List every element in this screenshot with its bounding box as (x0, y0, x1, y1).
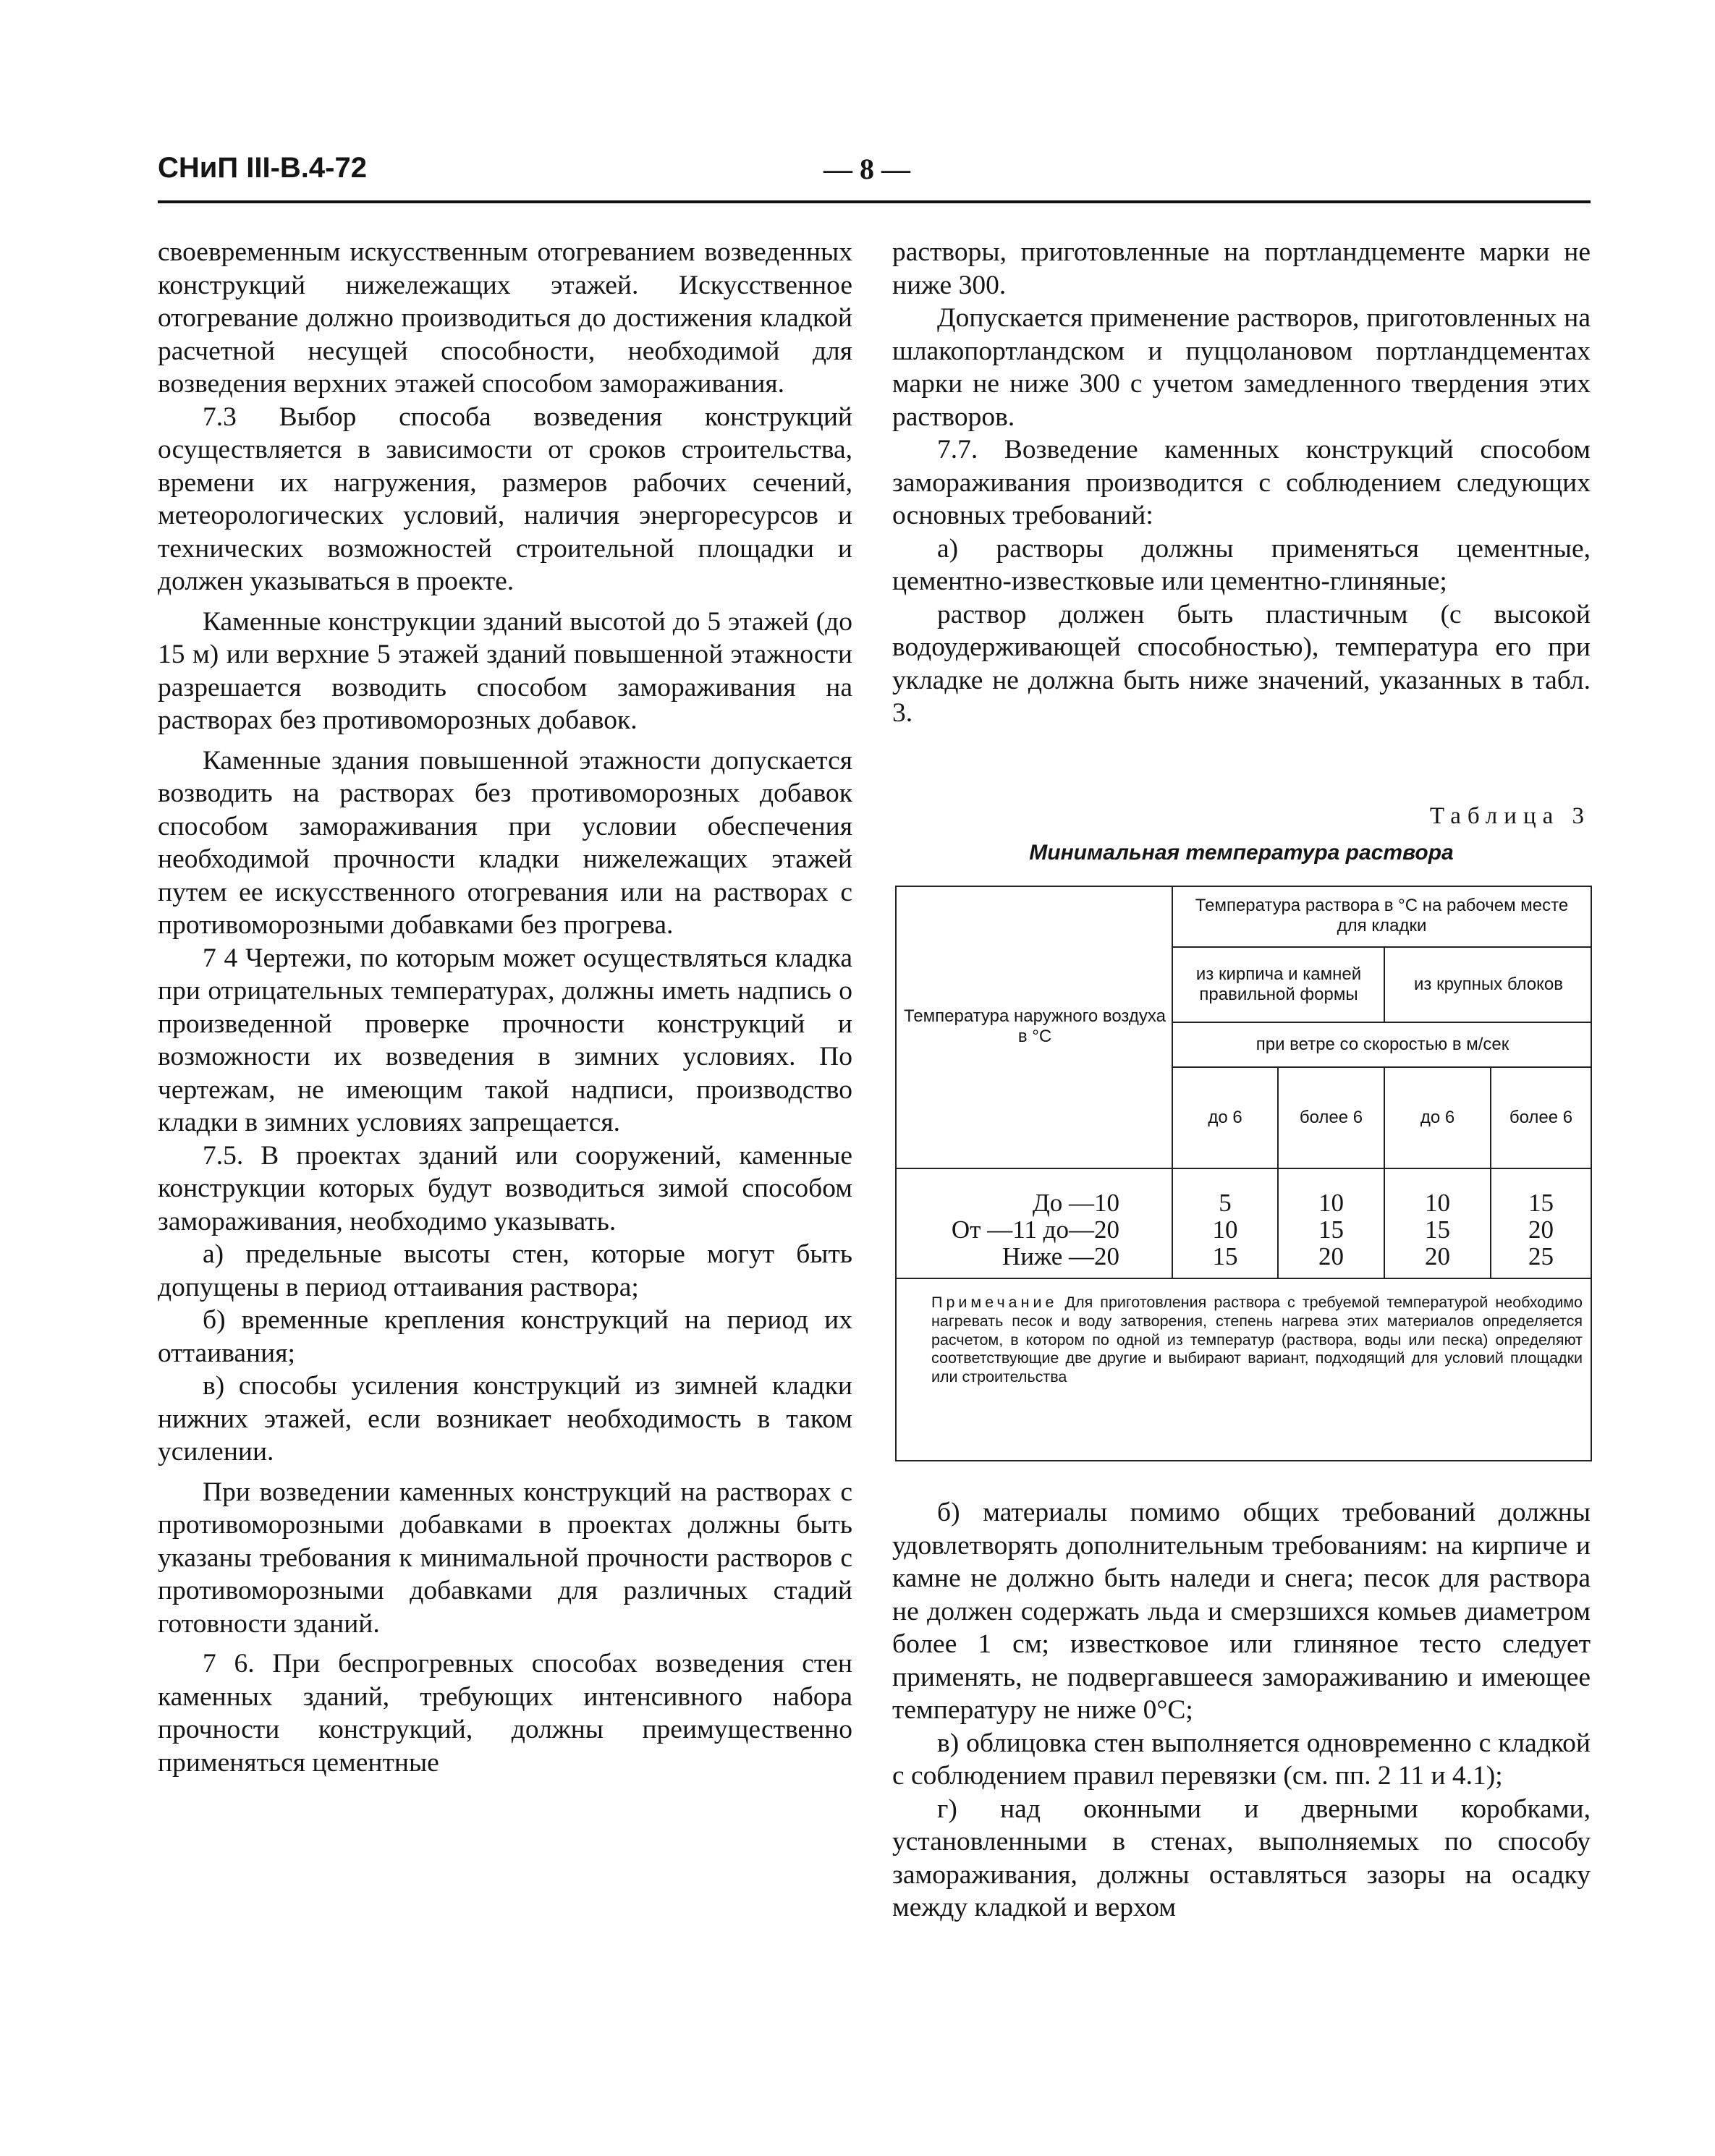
table-rule (895, 1168, 1592, 1169)
table-rule (895, 1278, 1592, 1279)
table-cell: 15 (1425, 1215, 1450, 1244)
document-code: СНиП III-В.4-72 (158, 152, 367, 184)
paragraph-7-4: 7 4 Чертежи, по которым может осуществляться кладка при отрицательных температурах, должны иметь надпись о произведенной проверке прочности конструкций и возможности их возведения в зимних условиях. По чертежам, не имеющим такой надписи, производство кладки в зимних условиях запрещается. (158, 943, 852, 1137)
paragraph: Каменные здания повышенной этажности допускается возводить на растворах без противоморозных добавок способом замораживания при условии обеспечения необходимой прочности кладки нижележащих этажей путем ее искусственного отогревания или на растворах с противоморозными добавками без прогрева. (158, 745, 852, 940)
table-cell: 10 (1318, 1189, 1344, 1217)
right-column-top (892, 236, 1591, 730)
list-item-v: в) облицовка стен выполняется одновременно с кладкой с соблюдением правил перевязки (см. пп. 2 11 и 4.1); (892, 1728, 1591, 1791)
temperature-table (895, 886, 1592, 1461)
table-cell: 5 (1219, 1189, 1232, 1217)
row-label: Ниже —20 (1002, 1242, 1119, 1270)
header-rule (158, 200, 1591, 203)
list-item-b: б) временные крепления конструкций на период их оттаивания; (158, 1305, 852, 1368)
table-rule (1384, 948, 1385, 1022)
table-cell: 20 (1528, 1215, 1554, 1244)
paragraph-7-3: 7.3 Выбор способа возведения конструкций осуществляется в зависимости от сроков строительства, времени их нагружения, размеров рабочих сечений, метеорологических условий, наличия энергоресурсов и технических возможностей строительной площадки и должен указываться в проекте. (158, 402, 852, 596)
table-label: Таблица 3 (1429, 803, 1591, 829)
header-wind-col: более 6 (1509, 1108, 1573, 1127)
table-cell: 15 (1528, 1189, 1554, 1217)
note-title: Примечание (931, 1294, 1058, 1311)
paragraph-7-6: 7 6. При беспрогревных способах возведения стен каменных зданий, требующих интенсивного набора прочности конструкций, должны преимущественно применяться цементные (158, 1649, 852, 1778)
table-cell: 25 (1528, 1242, 1554, 1270)
paragraph-7-5: 7.5. В проектах зданий или сооружений, каменные конструкции которых будут возводиться зимой способом замораживания, необходимо указывать. (158, 1140, 852, 1236)
header-block-group: из крупных блоков (1414, 975, 1563, 994)
paragraph: При возведении каменных конструкций на растворах с противоморозными добавками в проектах должны быть указаны требования к минимальной прочности растворов с противоморозными добавками для различных стадий готовности зданий. (158, 1477, 852, 1639)
page-number: — 8 — (823, 153, 910, 185)
list-item-a: а) предельные высоты стен, которые могут быть допущены в период оттаивания раствора; (158, 1239, 852, 1302)
paragraph: раствор должен быть пластичным (с высокой водоудерживающей способностью), температура его при укладке не должна быть ниже значений, указанных в табл. 3. (892, 599, 1591, 728)
table-border (1591, 886, 1592, 1461)
paragraph: Допускается применение растворов, приготовленных на шлакопортландском и пуццолановом портландцементах марки не ниже 300 с учетом замедленного твердения этих растворов. (892, 303, 1591, 432)
list-item-v: в) способы усиления конструкций из зимней кладки нижних этажей, если возникает необходимость в таком усилении. (158, 1371, 852, 1467)
table-cell: 20 (1318, 1242, 1344, 1270)
table-border (895, 1460, 1592, 1461)
paragraph: растворы, приготовленные на портландцементе марки не ниже 300. (892, 237, 1591, 300)
table-cell: 20 (1425, 1242, 1450, 1270)
paragraph-7-7: 7.7. Возведение каменных конструкций способом замораживания производится с соблюдением следующих основных требований: (892, 435, 1591, 530)
table-cell: 15 (1318, 1215, 1344, 1244)
header-outer-temperature: Температура наружного воздуха в °С (904, 1006, 1166, 1046)
table-note (931, 1294, 1583, 1387)
header-wind-col: до 6 (1420, 1108, 1455, 1127)
header-wind-col: до 6 (1208, 1108, 1242, 1127)
table-cell: 15 (1212, 1242, 1238, 1270)
row-label: До —10 (1032, 1189, 1119, 1217)
right-column-bottom (892, 1496, 1591, 1924)
list-item-g: г) над оконными и дверными коробками, установленными в стенах, выполняемых по способу замораживания, должны оставляться зазоры на осадку между кладкой и верхом (892, 1794, 1591, 1922)
list-item-b: б) материалы помимо общих требований должны удовлетворять дополнительным требованиям: на кирпиче и камне не должно быть наледи и снега; песок для раствора не должен содержать льда и смерзшихся комьев диаметром более 1 см; известковое или глиняное тесто следует применять, не подвергавшееся замораживанию и имеющее температуру не ниже 0°С; (892, 1498, 1591, 1725)
table-cell: 10 (1425, 1189, 1450, 1217)
header-wind-col: более 6 (1299, 1108, 1363, 1127)
left-column (158, 236, 852, 1779)
header-wind-speed: при ветре со скоростью в м/сек (1255, 1035, 1509, 1054)
table-title: Минимальная температура раствора (1029, 841, 1454, 865)
page-header (158, 152, 1591, 195)
paragraph: Каменные конструкции зданий высотой до 5 этажей (до 15 м) или верхние 5 этажей зданий повышенной этажности разрешается возводить способом замораживания на растворах без противоморозных добавок. (158, 606, 852, 735)
table-border (895, 886, 897, 1461)
row-label: От —11 до—20 (951, 1215, 1119, 1244)
header-mortar-temperature: Температура раствора в °С на рабочем месте для кладки (1195, 896, 1569, 935)
table-cell: 10 (1212, 1215, 1238, 1244)
paragraph: своевременным искусственным отогреванием возведенных конструкций нижележащих этажей. Искусственное отогревание должно производиться до достижения кладкой расчетной несущей способности, необходимой для возведения верхних этажей способом замораживания. (158, 237, 852, 399)
note-text: Для приготовления раствора с требуемой температурой необходимо нагревать песок и воду затворения, степень нагрева этих материалов определяется расчетом, в котором по одной из температур (раствора, воды или песка) определяют соответствующие две другие и выбирают вариант, подходящий для условий площадки или строительства (931, 1294, 1583, 1386)
header-brick-group: из кирпича и камней правильной формы (1195, 964, 1362, 1004)
list-item-a: а) растворы должны применяться цементные, цементно-известковые или цементно-глиняные; (892, 533, 1591, 596)
